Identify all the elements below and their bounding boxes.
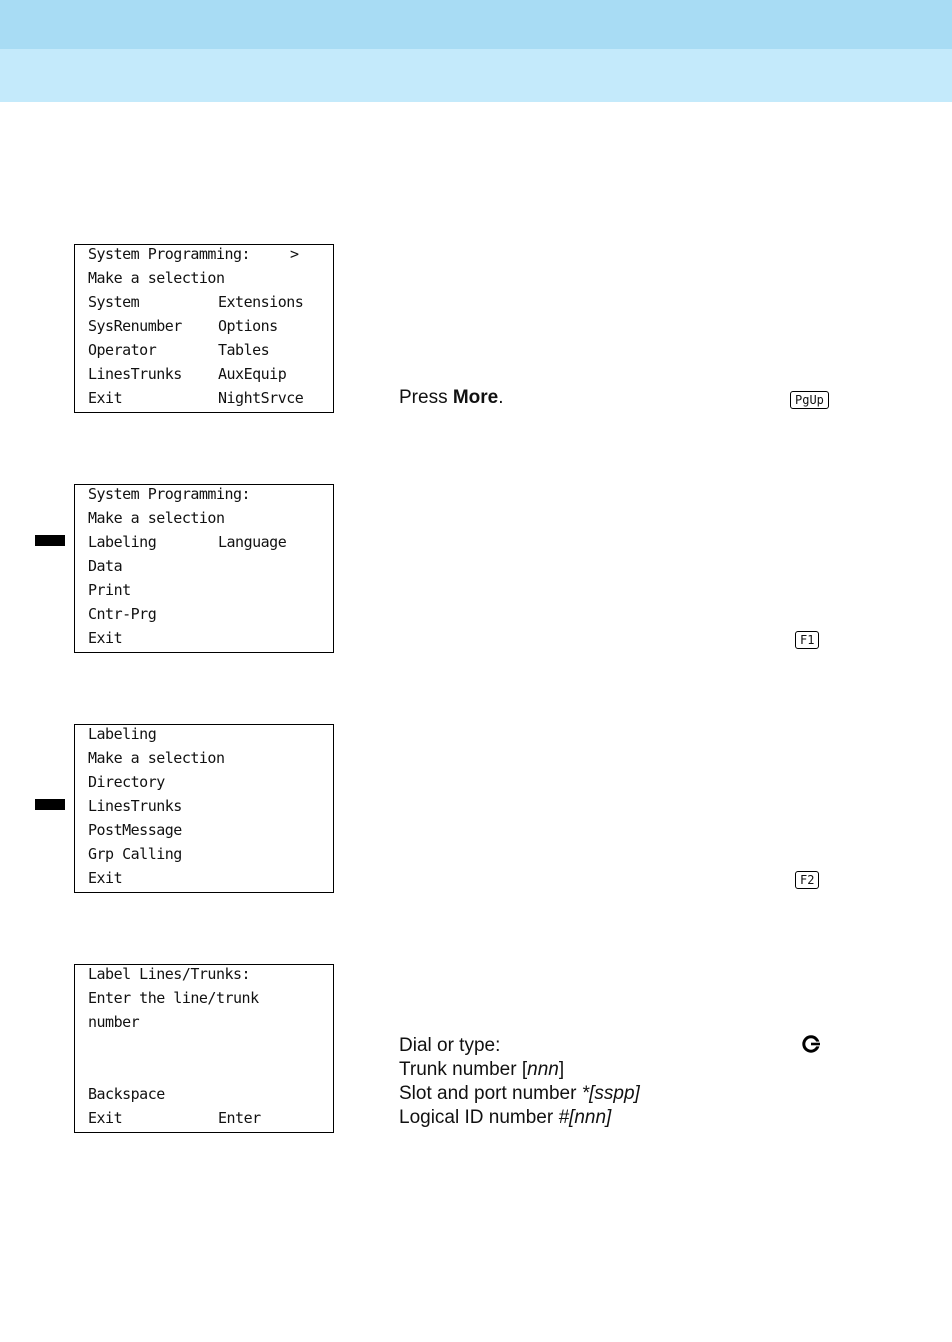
- screen-option-labeling[interactable]: Labeling: [88, 533, 157, 551]
- screen-row: [88, 602, 327, 626]
- screen-row: [88, 626, 327, 650]
- screen-text: Enter the line/trunk: [88, 989, 259, 1007]
- screen-text: Make a selection: [88, 749, 225, 767]
- screen-option-linestrunks[interactable]: LinesTrunks: [88, 797, 182, 815]
- dial-pad-icon: [802, 1035, 820, 1053]
- screen-option-language[interactable]: Language: [218, 533, 287, 551]
- screen-option-exit[interactable]: Exit: [88, 629, 123, 647]
- screen-text: System Programming:: [88, 245, 251, 263]
- screen-row: [88, 842, 327, 866]
- screen-row: [88, 578, 327, 602]
- screen-text: Make a selection: [88, 269, 225, 287]
- instruction-press-more: Press More.: [399, 387, 504, 408]
- screen-row: [88, 482, 327, 506]
- header-band-bottom: [0, 49, 952, 102]
- instruction-heading: Dial or type:: [399, 1035, 501, 1056]
- f2-key[interactable]: F2: [795, 871, 819, 889]
- screen-option-auxequip[interactable]: AuxEquip: [218, 365, 287, 383]
- screen-option-operator[interactable]: Operator: [88, 341, 157, 359]
- screen-row: [88, 386, 327, 410]
- screen-option-exit[interactable]: Exit: [88, 869, 123, 887]
- screen-row: [88, 986, 327, 1010]
- screen-row: [88, 338, 327, 362]
- screen-option-exit[interactable]: Exit: [88, 1109, 123, 1127]
- screen-option-print[interactable]: Print: [88, 581, 131, 599]
- screen-text: System Programming:: [88, 485, 251, 503]
- more-label: More: [452, 387, 499, 408]
- screen-option-sysrenumber[interactable]: SysRenumber: [88, 317, 182, 335]
- screen-option-nightsrvce[interactable]: NightSrvce: [218, 389, 304, 407]
- f1-key[interactable]: F1: [795, 631, 819, 649]
- display-screen-label-lines-trunks: [74, 964, 334, 1133]
- screen-row: [88, 1106, 327, 1130]
- screen-row: [88, 314, 327, 338]
- display-screen-more-options: [74, 484, 334, 653]
- screen-row: [88, 1010, 327, 1034]
- screen-option-data[interactable]: Data: [88, 557, 123, 575]
- screen-option-enter[interactable]: Enter: [218, 1109, 261, 1127]
- screen-option-options[interactable]: Options: [218, 317, 278, 335]
- screen-text: number: [88, 1013, 140, 1031]
- screen-option-directory[interactable]: Directory: [88, 773, 165, 791]
- screen-text: Label Lines/Trunks:: [88, 965, 251, 983]
- selection-marker: [35, 799, 65, 810]
- pgup-key[interactable]: PgUp: [790, 391, 829, 409]
- screen-text: Make a selection: [88, 509, 225, 527]
- screen-option-extensions[interactable]: Extensions: [218, 293, 304, 311]
- screen-row: [88, 266, 327, 290]
- screen-row: [88, 530, 327, 554]
- screen-option-backspace[interactable]: Backspace: [88, 1085, 165, 1103]
- screen-option-linestrunks[interactable]: LinesTrunks: [88, 365, 182, 383]
- instruction-dial-or-type: [399, 1034, 640, 1130]
- instruction-slot-port: Slot and port number *[sspp]: [399, 1083, 640, 1104]
- screen-row: [88, 242, 327, 266]
- screen-option-system[interactable]: System: [88, 293, 140, 311]
- screen-option-postmessage[interactable]: PostMessage: [88, 821, 182, 839]
- instruction-logical-id: Logical ID number #[nnn]: [399, 1107, 612, 1128]
- display-screen-labeling: [74, 724, 334, 893]
- screen-row: [88, 1082, 327, 1106]
- screen-row: [88, 794, 327, 818]
- more-arrow: >: [290, 245, 299, 263]
- screen-row: [88, 962, 327, 986]
- screen-row: [88, 866, 327, 890]
- display-screen-system-programming: [74, 244, 334, 413]
- screen-row: [88, 554, 327, 578]
- screen-row: [88, 722, 327, 746]
- selection-marker: [35, 535, 65, 546]
- screen-option-grp-calling[interactable]: Grp Calling: [88, 845, 182, 863]
- screen-row: [88, 506, 327, 530]
- screen-option-cntr-prg[interactable]: Cntr-Prg: [88, 605, 157, 623]
- header-band-top: [0, 0, 952, 49]
- screen-row: [88, 818, 327, 842]
- screen-option-tables[interactable]: Tables: [218, 341, 270, 359]
- screen-row: [88, 770, 327, 794]
- screen-row: [88, 290, 327, 314]
- screen-row: [88, 362, 327, 386]
- instruction-trunk-number: Trunk number [nnn]: [399, 1059, 565, 1080]
- screen-row: [88, 746, 327, 770]
- screen-text: Labeling: [88, 725, 157, 743]
- screen-option-exit[interactable]: Exit: [88, 389, 123, 407]
